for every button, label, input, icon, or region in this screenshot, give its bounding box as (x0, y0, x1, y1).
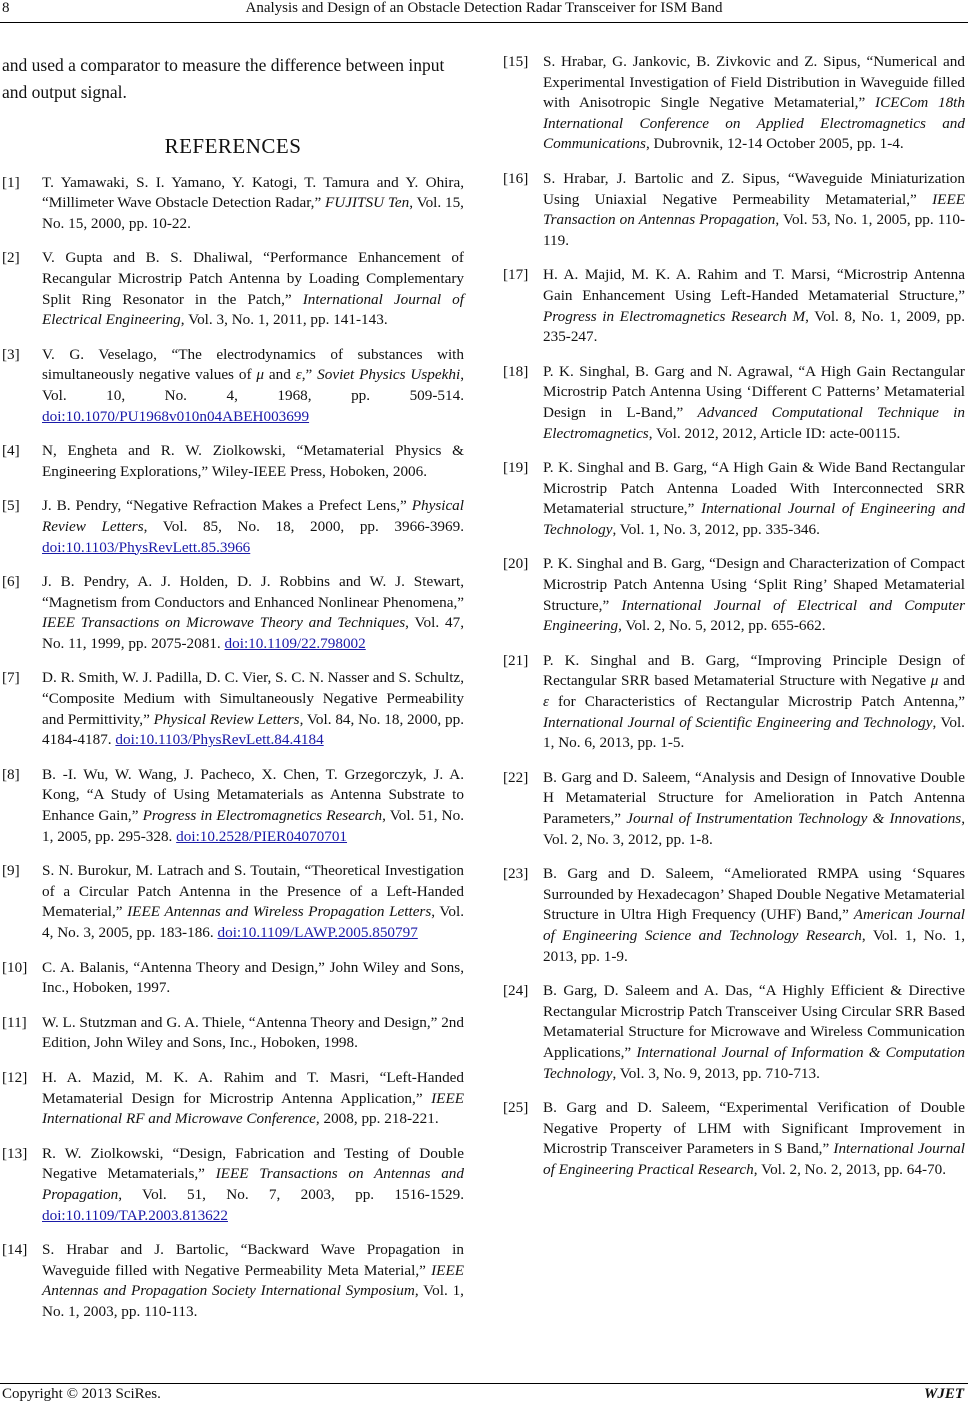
reference-plain-text: P. K. Singhal and B. Garg, “A High Gain & Wide Band Rectangular Microstrip Patch Antenna Loaded With Interconnected SRR Metamaterial structure,” (543, 459, 965, 518)
copyright-notice: Copyright © 2013 SciRes. (2, 1386, 161, 1402)
reference-italic-text: μ (930, 672, 939, 690)
reference-text (42, 573, 464, 652)
reference-plain-text: P. K. Singhal and B. Garg, “Improving Principle Design of Rectangular SRR based Metamaterial Structure with Negative (543, 651, 965, 690)
reference-italic-text: International Journal of Electrical Engineering (42, 290, 464, 329)
reference-plain-text: , Vol. 51, No. 7, 2003, pp. 1516-1529. (118, 1185, 464, 1203)
reference-number: [24] (503, 982, 529, 1000)
reference-italic-text: FUJITSU Ten (325, 194, 410, 212)
reference-number: [12] (2, 1068, 28, 1086)
reference-text (543, 170, 965, 249)
journal-abbrev: WJET (923, 1386, 964, 1402)
doi-link[interactable]: doi:10.1109/TAP.2003.813622 (42, 1206, 228, 1224)
reference-number: [2] (2, 249, 20, 267)
reference-number: [11] (2, 1013, 27, 1031)
reference-plain-text: , Vol. 4, No. 3, 2005, pp. 183-186. (42, 903, 464, 941)
reference-number: [8] (2, 765, 20, 783)
reference-entry (2, 173, 464, 235)
reference-plain-text: ,” (301, 366, 318, 384)
reference-text (42, 766, 464, 845)
reference-italic-text: International Journal of Engineering Practical Research (543, 1140, 965, 1178)
reference-list-left (2, 173, 464, 1323)
reference-entry (2, 668, 464, 750)
reference-number: [10] (2, 958, 28, 976)
reference-number: [13] (2, 1144, 28, 1162)
reference-number: [3] (2, 345, 20, 363)
reference-italic-text: IEEE Antennas and Wireless Propagation Letters (127, 903, 432, 921)
reference-plain-text: , Vol. 3, No. 1, 2011, pp. 141-143. (180, 311, 388, 329)
doi-link[interactable]: doi:10.1103/PhysRevLett.84.4184 (115, 731, 324, 749)
reference-number: [21] (503, 651, 529, 669)
reference-text (543, 769, 965, 848)
right-column (503, 52, 965, 1195)
reference-entry (503, 265, 965, 347)
reference-number: [17] (503, 266, 529, 284)
reference-plain-text: , Vol. 2, No. 3, 2012, pp. 1-8. (543, 810, 965, 848)
reference-number: [19] (503, 459, 529, 477)
reference-text (42, 1069, 464, 1127)
reference-plain-text: J. B. Pendry, A. J. Holden, D. J. Robbins and W. J. Stewart, “Magnetism from Conductors and Enhanced Nonlinear Phenomena,” (42, 573, 464, 611)
reference-plain-text: , Vol. 85, No. 18, 2000, pp. 3966-3969. (143, 517, 464, 535)
reference-italic-text: American Journal of Engineering Science and Technology Research (543, 906, 966, 944)
reference-italic-text: International Journal of Engineering and Technology (543, 500, 965, 538)
reference-entry (2, 958, 464, 999)
reference-text (42, 497, 464, 555)
reference-entry (503, 458, 965, 540)
reference-number: [1] (2, 173, 20, 191)
reference-plain-text: , Vol. 47, No. 11, 1999, pp. 2075-2081. (42, 614, 464, 652)
reference-entry (2, 765, 464, 847)
reference-plain-text: , Vol. 51, No. 1, 2005, pp. 295-328. (42, 807, 465, 845)
reference-italic-text: Physical Review Letters (153, 710, 300, 728)
reference-plain-text: for Characteristics of Rectangular Microstrip Patch Antenna,” (549, 693, 965, 711)
reference-italic-text: ICECom 18th International Conference on Applied Electromagnetics and Communications (543, 94, 965, 153)
reference-plain-text: N, Engheta and R. W. Ziolkowski, “Metamaterial Physics & Engineering Explorations,” Wiley-IEEE Press, Hoboken, 2006. (42, 442, 464, 480)
reference-entry (2, 1013, 464, 1054)
reference-plain-text: , Vol. 1, No. 1, 2003, pp. 110-113. (42, 1282, 464, 1320)
reference-italic-text: μ (256, 366, 265, 384)
reference-italic-text: Soviet Physics Uspekhi (317, 366, 461, 384)
reference-plain-text: B. -I. Wu, W. Wang, J. Pacheco, X. Chen, T. Grzegorczyk, J. A. Kong, “A Study of Using Metamaterials as Antenna Substrate to Enhance Gain,” (42, 765, 464, 825)
reference-entry (2, 1144, 464, 1226)
reference-plain-text: , Vol. 3, No. 9, 2013, pp. 710-713. (612, 1064, 820, 1082)
reference-list-right (503, 52, 965, 1181)
reference-plain-text: R. W. Ziolkowski, “Design, Fabrication and Testing of Double Negative Metamaterials,” (42, 1144, 464, 1183)
reference-italic-text: IEEE Transactions on Microwave Theory and Techniques (42, 614, 406, 632)
reference-entry (2, 861, 464, 943)
running-title: Analysis and Design of an Obstacle Detection Radar Transceiver for ISM Band (245, 0, 723, 16)
reference-plain-text: D. R. Smith, W. J. Padilla, D. C. Vier, S. C. N. Nasser and S. Schultz, “Composite Medium with Simultaneously Negative Permeability and Permittivity,” (42, 669, 464, 728)
reference-number: [5] (2, 497, 20, 515)
reference-number: [22] (503, 768, 529, 786)
reference-plain-text: J. B. Pendry, “Negative Refraction Makes a Prefect Lens,” (42, 497, 412, 515)
reference-italic-text: ε (543, 693, 549, 711)
reference-italic-text: IEEE Transactions on Antennas and Propagation (42, 1165, 464, 1203)
reference-plain-text: B. Garg, D. Saleem and A. Das, “A Highly Efficient & Directive Rectangular Microstrip Patch Transceiver Using Circular SRR Based Metamaterial Structure for Microwave and Wireless Communication Applications,” (543, 982, 965, 1061)
reference-plain-text: , Dubrovnik, 12-14 October 2005, pp. 1-4. (645, 135, 904, 153)
reference-text (543, 459, 965, 538)
reference-italic-text: IEEE Transaction on Antennas Propagation (543, 190, 965, 229)
reference-plain-text: and (264, 366, 296, 384)
reference-plain-text: , Vol. 15, No. 15, 2000, pp. 10-22. (42, 194, 464, 232)
reference-plain-text: P. K. Singhal, B. Garg and N. Agrawal, “A High Gain Rectangular Microstrip Patch Antenna Using ‘Different C Patterns’ Metamaterial Design in L-Band,” (543, 362, 965, 421)
reference-plain-text: W. L. Stutzman and G. A. Thiele, “Antenna Theory and Design,” 2nd Edition, John Wiley and Sons, Inc., Hoboken, 1998. (42, 1013, 464, 1052)
reference-entry (2, 1068, 464, 1130)
reference-entry (503, 768, 965, 850)
reference-italic-text: Progress in Electromagnetics Research M (543, 307, 806, 325)
reference-plain-text: B. Garg and D. Saleem, “Analysis and Design of Innovative Double H Metamaterial Structure for Amelioration in Patch Antenna Parameters,” (543, 768, 965, 827)
reference-plain-text: P. K. Singhal and B. Garg, “Design and Characterization of Compact Microstrip Patch Antenna Using ‘Split Ring’ Shaped Metamaterial Structure,” (543, 555, 965, 614)
reference-text (543, 652, 965, 751)
reference-italic-text: Journal of Instrumentation Technology & Innovations (626, 810, 962, 827)
running-header (0, 0, 968, 22)
reference-italic-text: ε (295, 366, 302, 384)
reference-text (42, 669, 464, 748)
reference-plain-text: H. A. Mazid, M. K. A. Rahim and T. Masri, “Left-Handed Metamaterial Design for Microstrip Antenna Application,” (42, 1068, 464, 1107)
reference-number: [16] (503, 169, 529, 187)
reference-entry (2, 441, 464, 482)
reference-text (543, 1099, 965, 1178)
reference-number: [20] (503, 555, 529, 573)
reference-plain-text: V. Gupta and B. S. Dhaliwal, “Performance Enhancement of Recangular Microstrip Patch Antenna by Loading Complementary Split Ring Resonator in the Patch,” (42, 249, 464, 308)
reference-text (42, 442, 464, 480)
reference-plain-text: H. A. Majid, M. K. A. Rahim and T. Marsi, “Microstrip Antenna Gain Enhancement Using Left-Handed Metamaterial Structure,” (543, 266, 965, 304)
reference-entry (503, 981, 965, 1084)
reference-text (543, 982, 965, 1081)
reference-plain-text: , Vol. 10, No. 4, 1968, pp. 509-514. (42, 366, 464, 404)
reference-plain-text: , Vol. 8, No. 1, 2009, pp. 235-247. (543, 307, 965, 346)
reference-plain-text: B. Garg and D. Saleem, “Experimental Verification of Double Negative Property of LHM with Significant Improvement in Microstrip Transceiver Parameters in S Band,” (543, 1099, 965, 1158)
reference-entry (503, 864, 965, 967)
intro-paragraph: and used a comparator to measure the difference between input and output signal. (2, 55, 445, 102)
reference-text (543, 555, 965, 634)
reference-plain-text: C. A. Balanis, “Antenna Theory and Design,” John Wiley and Sons, Inc., Hoboken, 1997. (42, 958, 464, 997)
reference-text (543, 53, 965, 152)
reference-text (42, 1241, 464, 1320)
reference-italic-text: International Journal of Scientific Engineering and Technology (543, 713, 933, 731)
reference-plain-text: , Vol. 53, No. 1, 2005, pp. 110-119. (543, 211, 965, 249)
reference-text (543, 865, 965, 964)
reference-plain-text: S. Hrabar, J. Bartolic and Z. Sipus, “Waveguide Miniaturization Using Uniaxial Negative Permeability Metamaterial,” (543, 169, 965, 208)
reference-text (42, 249, 464, 328)
reference-text (42, 862, 464, 941)
doi-link[interactable]: doi:10.1109/LAWP.2005.850797 (217, 924, 418, 941)
reference-plain-text: V. G. Veselago, “The electrodynamics of substances with simultaneously negative values of (42, 345, 464, 384)
reference-entry (2, 496, 464, 558)
reference-text (42, 959, 464, 997)
doi-link[interactable]: doi:10.1070/PU1968v010n04ABEH003699 (42, 407, 310, 425)
reference-number: [9] (2, 862, 20, 880)
reference-entry (503, 554, 965, 636)
reference-text (543, 363, 965, 442)
reference-number: [18] (503, 362, 529, 380)
reference-number: [15] (503, 53, 529, 70)
reference-entry (503, 169, 965, 251)
reference-entry (503, 1098, 965, 1180)
reference-plain-text: and (938, 672, 966, 690)
left-column (2, 52, 464, 1337)
reference-plain-text: , Vol. 2, No. 2, 2013, pp. 64-70. (753, 1160, 946, 1178)
page-footer (0, 1386, 968, 1408)
reference-plain-text: , Vol. 84, No. 18, 2000, pp. 4184-4187. (42, 710, 464, 749)
reference-plain-text: , Vol. 2, No. 5, 2012, pp. 655-662. (618, 617, 826, 635)
reference-entry (503, 651, 965, 754)
reference-italic-text: Physical Review Letters (42, 497, 464, 535)
doi-link[interactable]: doi:10.1103/PhysRevLett.85.3966 (42, 538, 251, 556)
references-heading: REFERENCES (164, 134, 302, 158)
reference-entry (503, 362, 965, 444)
header-rule (0, 22, 968, 23)
reference-plain-text: , Vol. 1, No. 3, 2012, pp. 335-346. (612, 520, 820, 538)
doi-link[interactable]: doi:10.2528/PIER04070701 (176, 827, 348, 845)
reference-number: [7] (2, 669, 20, 687)
reference-italic-text: IEEE Antennas and Propagation Society International Symposium (42, 1261, 464, 1300)
reference-plain-text: B. Garg and D. Saleem, “Ameliorated RMPA using ‘Squares Surrounded by Hexadecagon’ Shaped Double Negative Metamaterial Structure in Ultra High Frequency (UHF) Band,” (543, 865, 965, 924)
reference-entry (503, 52, 965, 155)
reference-number: [25] (503, 1099, 529, 1117)
reference-number: [23] (503, 865, 529, 883)
reference-plain-text: , 2008, pp. 218-221. (315, 1110, 439, 1128)
reference-italic-text: International Journal of Information & Computation Technology (543, 1043, 965, 1082)
reference-number: [6] (2, 573, 20, 591)
reference-text (42, 174, 464, 232)
reference-italic-text: IEEE International RF and Microwave Conference (42, 1089, 464, 1128)
reference-entry (2, 345, 464, 427)
reference-plain-text: , Vol. 1, No. 1, 2013, pp. 1-9. (543, 926, 966, 965)
reference-number: [4] (2, 442, 20, 460)
reference-entry (2, 1240, 464, 1322)
reference-text (42, 1145, 464, 1224)
reference-plain-text: S. Hrabar and J. Bartolic, “Backward Wave Propagation in Waveguide filled with Negative Permeability Meta Material,” (42, 1241, 464, 1279)
reference-plain-text: , Vol. 2012, 2012, Article ID: acte-00115. (648, 424, 901, 442)
footer-rule (0, 1383, 968, 1384)
reference-plain-text: T. Yamawaki, S. I. Yamano, Y. Katogi, T. Tamura and Y. Ohira, “Millimeter Wave Obstacle Detection Radar,” (42, 173, 464, 212)
doi-link[interactable]: doi:10.1109/22.798002 (224, 634, 366, 652)
reference-text (42, 1014, 464, 1052)
reference-entry (2, 248, 464, 330)
reference-plain-text: , Vol. 1, No. 6, 2013, pp. 1-5. (543, 713, 965, 752)
reference-text (42, 346, 464, 425)
reference-number: [14] (2, 1241, 28, 1259)
reference-entry (2, 572, 464, 654)
reference-italic-text: Progress in Electromagnetics Research (142, 807, 383, 825)
reference-italic-text: International Journal of Electrical and Computer Engineering (543, 596, 965, 635)
reference-text (543, 266, 965, 345)
reference-plain-text: S. N. Burokur, M. Latrach and S. Toutain, “Theoretical Investigation of a Circular Patch Antenna in the Presence of a Left-Handed Mematerial,” (42, 862, 464, 921)
reference-italic-text: Advanced Computational Technique in Electromagnetics (543, 403, 965, 442)
reference-plain-text: S. Hrabar, G. Jankovic, B. Zivkovic and Z. Sipus, “Numerical and Experimental Investigation of Field Distribution in Waveguide filled with Anisotropic Single Negative Metamaterial,” (543, 53, 965, 112)
page-number: 8 (2, 0, 10, 16)
